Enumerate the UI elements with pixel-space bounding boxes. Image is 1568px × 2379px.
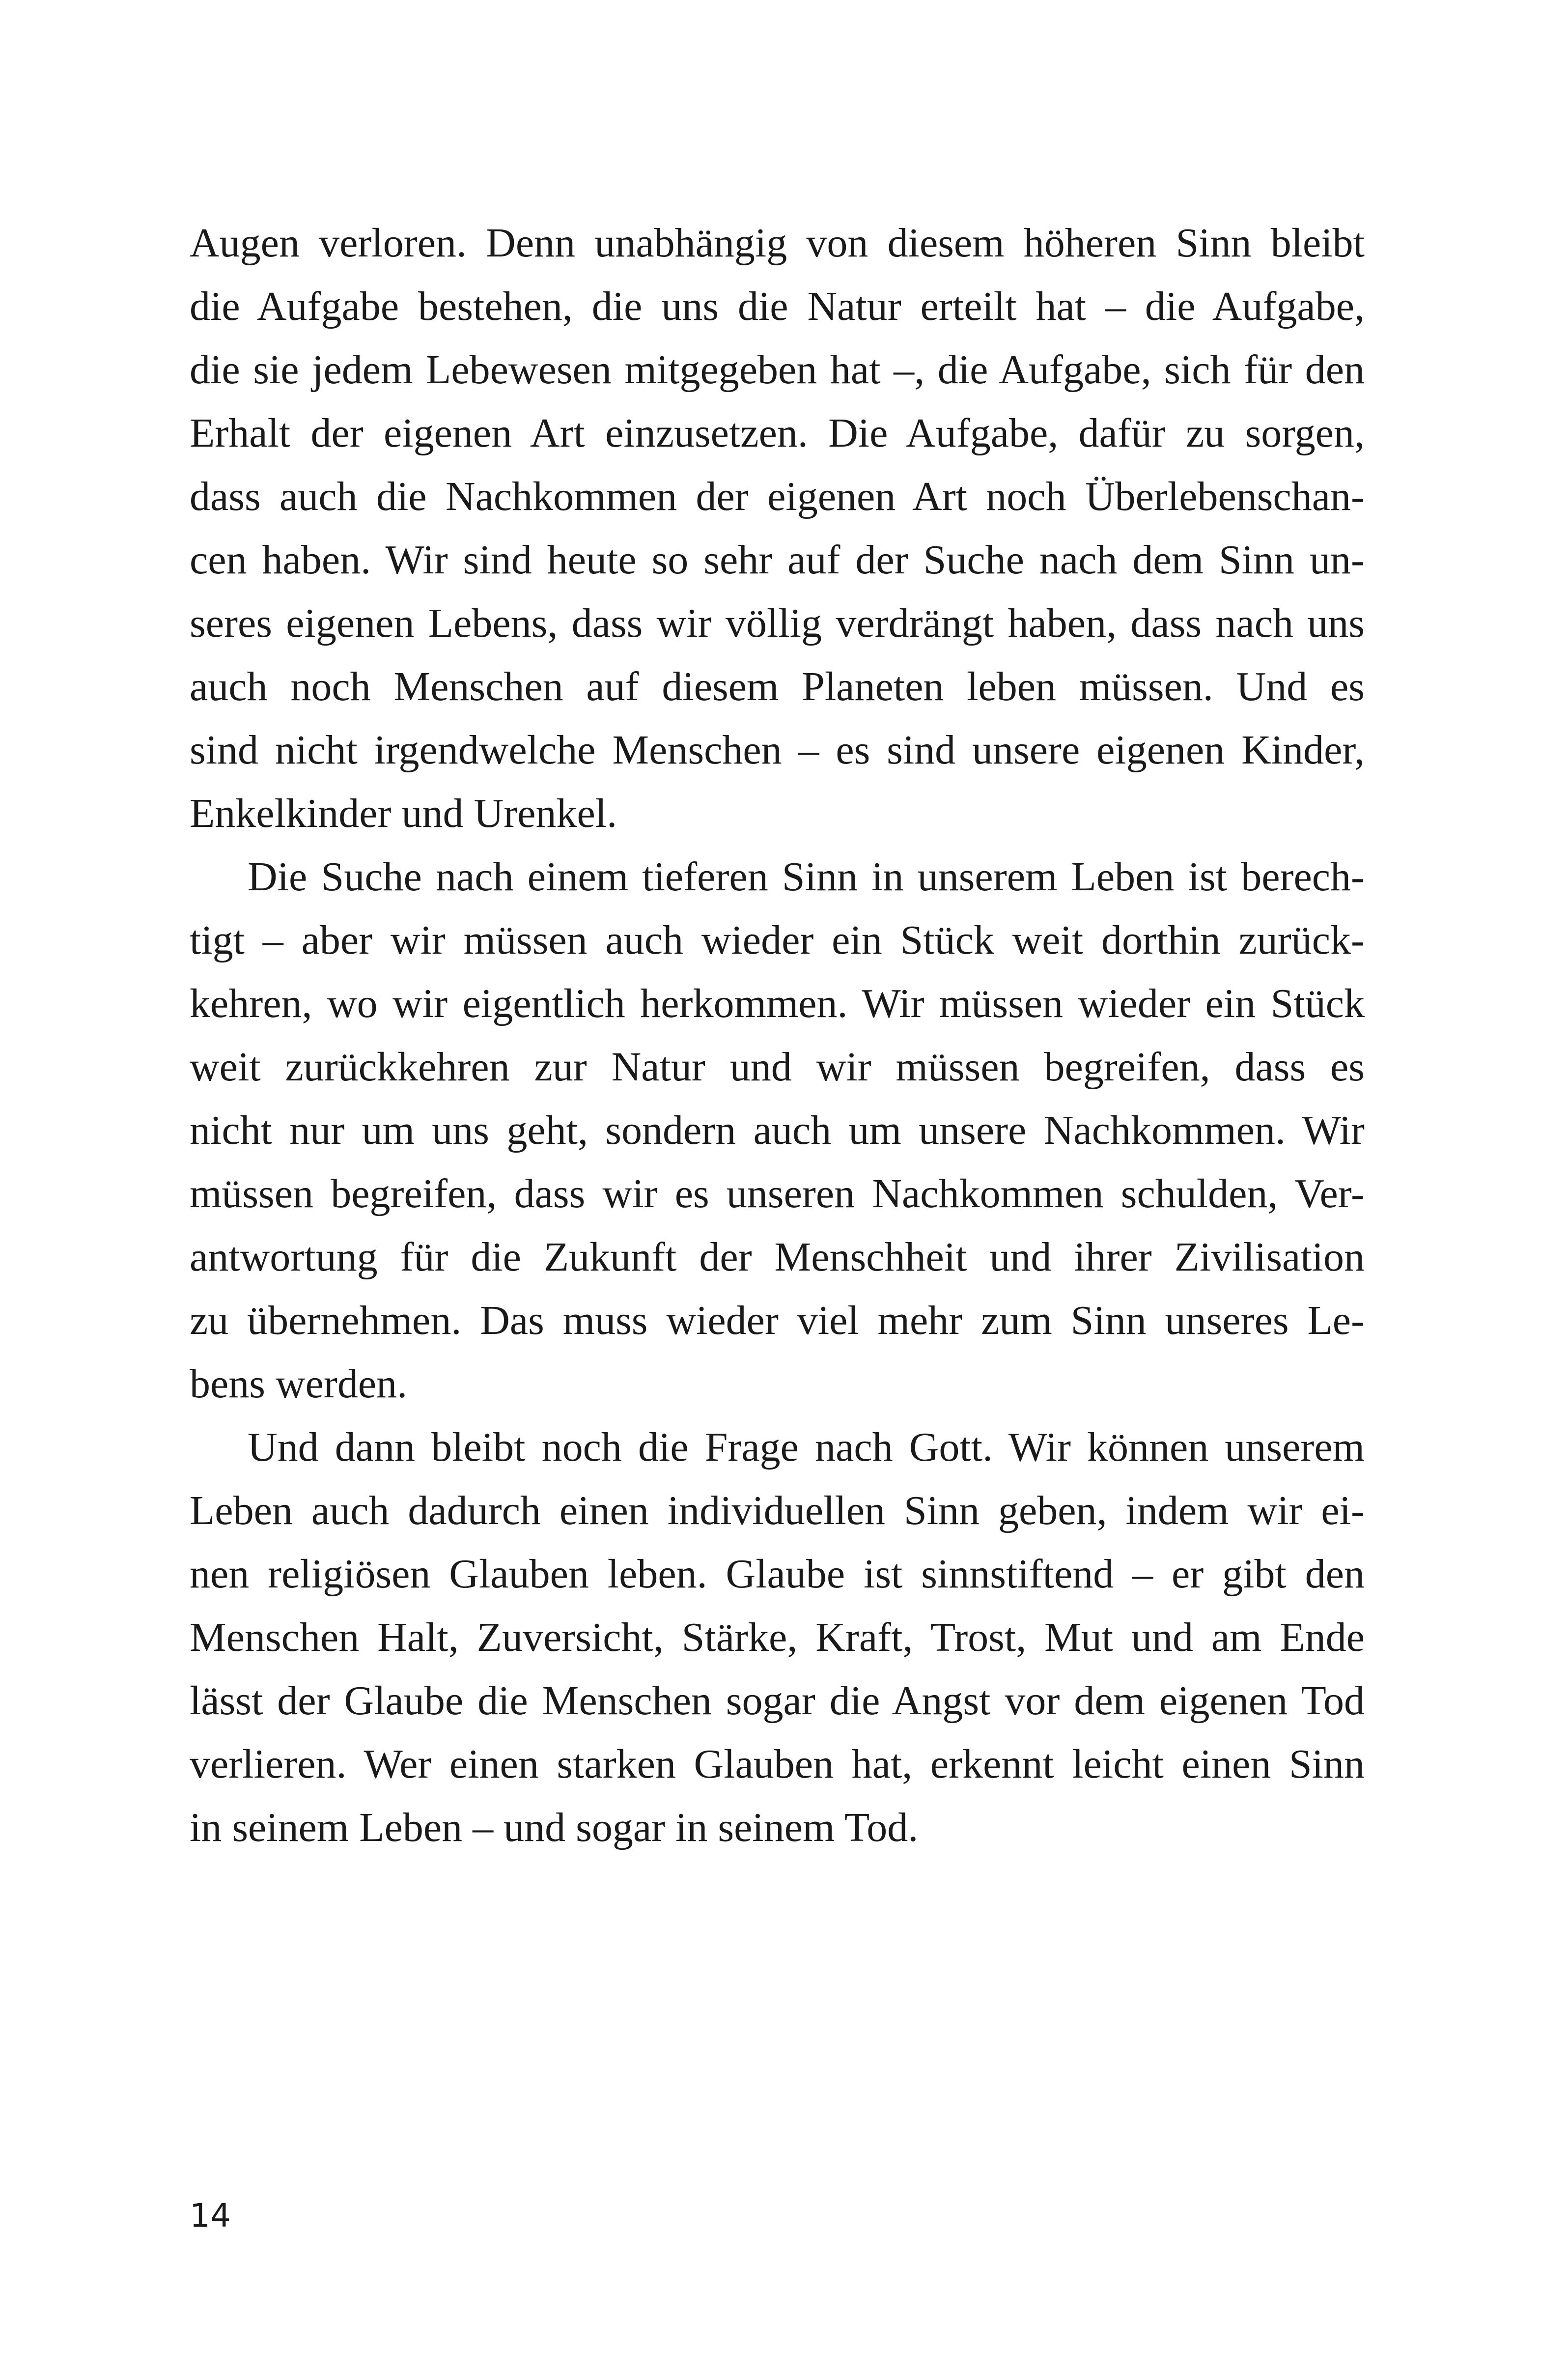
text-line: seres eigenen Lebens, dass wir völlig verdrängt haben, dass nach uns — [190, 600, 1365, 646]
text-line: Leben auch dadurch einen individuellen Sinn geben, indem wir ei- — [190, 1488, 1365, 1533]
text-line: tigt – aber wir müssen auch wieder ein Stück weit dorthin zurück- — [190, 917, 1365, 963]
text-line: Die Suche nach einem tieferen Sinn in unserem Leben ist berech- — [248, 854, 1365, 900]
text-line: dass auch die Nachkommen der eigenen Art noch Überlebenschan- — [190, 474, 1365, 519]
text-line: antwortung für die Zukunft der Menschheit und ihrer Zivilisation — [190, 1234, 1365, 1280]
text-line: sind nicht irgendwelche Menschen – es sind unsere eigenen Kinder, — [190, 727, 1365, 773]
text-line: in seinem Leben – und sogar in seinem Tod. — [190, 1805, 919, 1850]
text-line: die Aufgabe bestehen, die uns die Natur erteilt hat – die Aufgabe, — [190, 283, 1365, 329]
body-text — [190, 211, 1365, 1859]
page-number: 14 — [190, 2197, 231, 2235]
text-line: zu übernehmen. Das muss wieder viel mehr zum Sinn unseres Le- — [190, 1298, 1365, 1343]
text-line: Erhalt der eigenen Art einzusetzen. Die Aufgabe, dafür zu sorgen, — [190, 410, 1365, 456]
text-line: nen religiösen Glauben leben. Glaube ist sinnstiftend – er gibt den — [190, 1551, 1365, 1597]
text-line: Und dann bleibt noch die Frage nach Gott. Wir können unserem — [248, 1424, 1365, 1470]
text-line: nicht nur um uns geht, sondern auch um unsere Nachkommen. Wir — [190, 1107, 1365, 1153]
text-line: weit zurückkehren zur Natur und wir müssen begreifen, dass es — [190, 1044, 1365, 1090]
text-line: bens werden. — [190, 1361, 408, 1407]
text-line: Enkelkinder und Urenkel. — [190, 791, 617, 836]
text-line: kehren, wo wir eigentlich herkommen. Wir müssen wieder ein Stück — [190, 981, 1365, 1026]
text-line: müssen begreifen, dass wir es unseren Nachkommen schulden, Ver- — [190, 1171, 1365, 1217]
text-line: die sie jedem Lebewesen mitgegeben hat –, die Aufgabe, sich für den — [190, 347, 1365, 393]
text-line: Augen verloren. Denn unabhängig von diesem höheren Sinn bleibt — [190, 220, 1365, 266]
text-line: cen haben. Wir sind heute so sehr auf der Suche nach dem Sinn un- — [190, 537, 1365, 583]
text-line: lässt der Glaube die Menschen sogar die Angst vor dem eigenen Tod — [190, 1678, 1365, 1724]
text-line: verlieren. Wer einen starken Glauben hat, erkennt leicht einen Sinn — [190, 1741, 1365, 1787]
text-line: Menschen Halt, Zuversicht, Stärke, Kraft, Trost, Mut und am Ende — [190, 1614, 1365, 1660]
text-line: auch noch Menschen auf diesem Planeten leben müssen. Und es — [190, 664, 1365, 709]
